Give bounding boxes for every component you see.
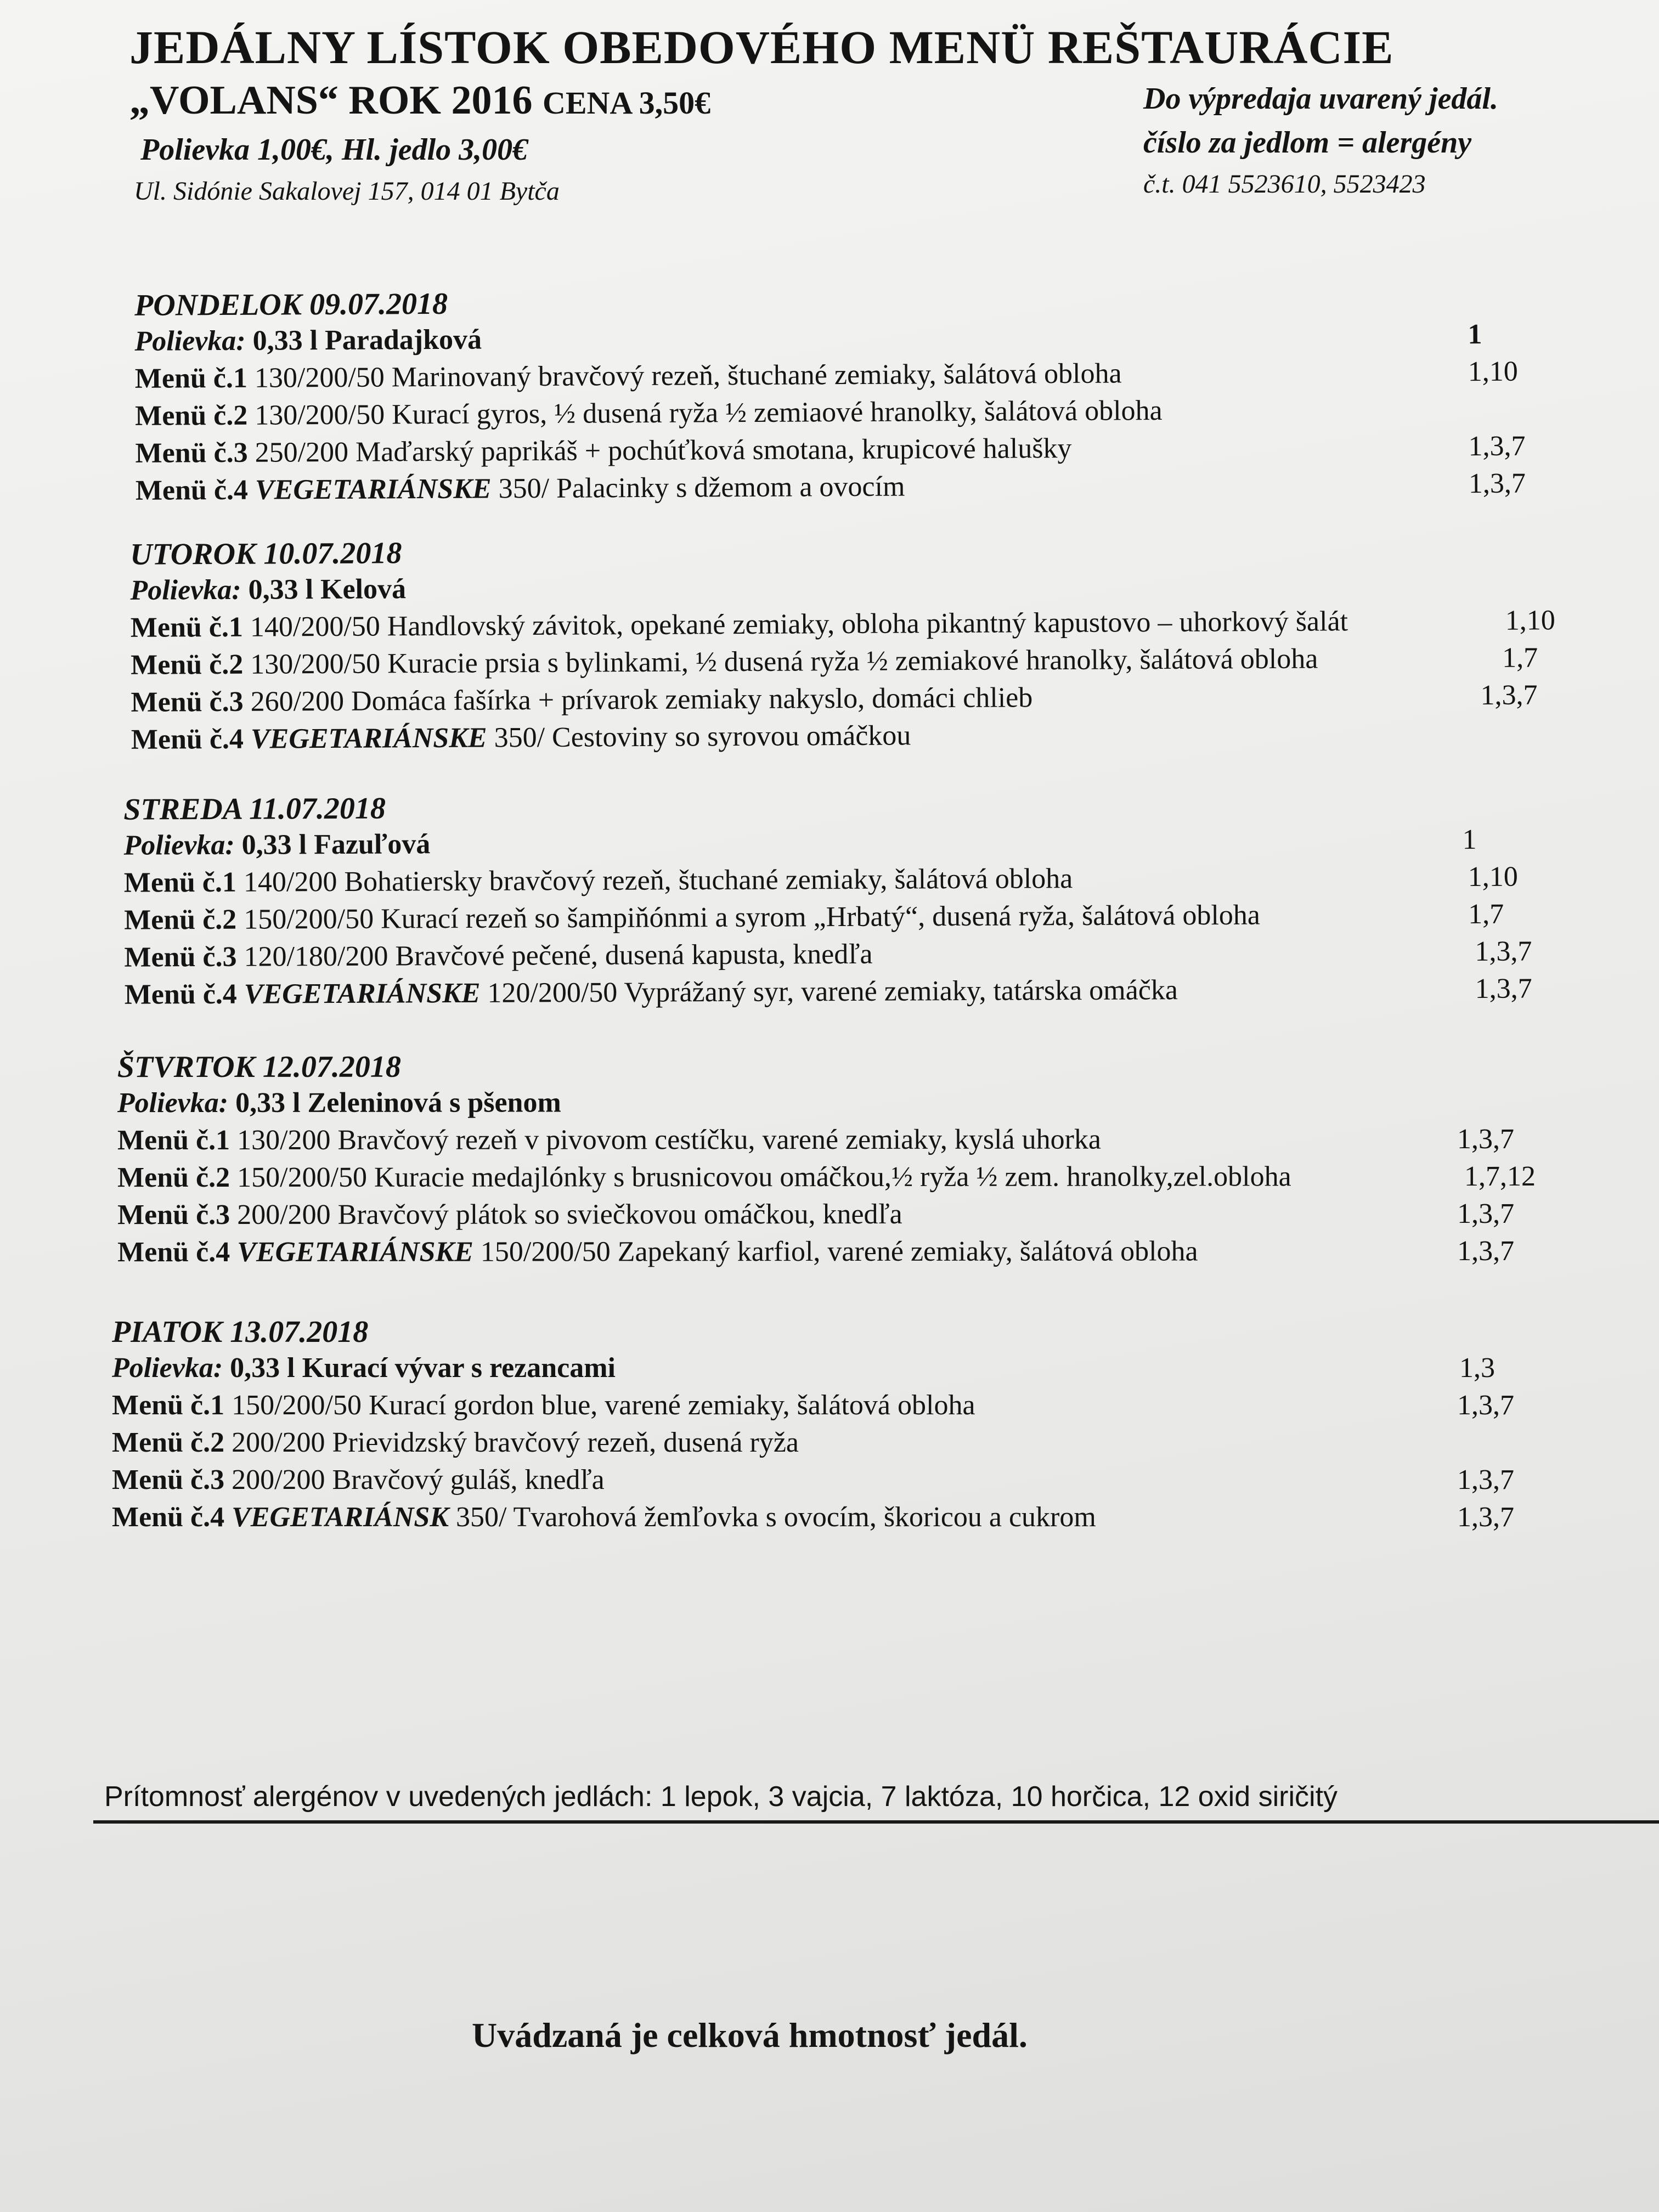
menu-item-label: Menü č.2 xyxy=(112,1427,225,1458)
menu-item-text: 130/200 Bravčový rezeň v pivovom cestíčku, varené zemiaky, kyslá uhorka xyxy=(237,1124,1101,1156)
vegetarian-label: VEGETARIÁNSKE xyxy=(244,977,481,1010)
day-title: UTOROK 10.07.2018 xyxy=(129,536,402,572)
menu-item-text: 350/ Tvarohová žemľovka s ovocím, škoricou a cukrom xyxy=(456,1502,1096,1533)
soup-name: 0,33 l Paradajková xyxy=(252,324,482,357)
menu-item-text: 140/200 Bohatiersky bravčový rezeň, štuchané zemiaky, šalátová obloha xyxy=(243,863,1073,898)
menu-item-allergens: 1,3,7 xyxy=(1457,1464,1514,1496)
day-section xyxy=(134,280,1573,510)
menu-item-text: 130/200/50 Marinovaný bravčový rezeň, štuchané zemiaky, šalátová obloha xyxy=(254,358,1122,394)
allergen-legend: Prítomnosť alergénov v uvedených jedlách: 1 lepok, 3 vajcia, 7 laktóza, 10 horčica, 12 oxid siričitý xyxy=(104,1781,1338,1813)
menu-item-label: Menü č.4 xyxy=(117,1236,230,1268)
menu-item-label: Menü č.3 xyxy=(124,941,237,973)
menu-item-allergens: 1,3,7 xyxy=(1457,1502,1514,1533)
menu-item-label: Menü č.4 xyxy=(112,1502,225,1533)
menu-item-text: 200/200 Bravčový plátok so sviečkovou omáčkou, knedľa xyxy=(237,1198,902,1231)
menu-item-text: 200/200 Bravčový guláš, knedľa xyxy=(232,1464,605,1496)
soup-label: Polievka: xyxy=(112,1352,223,1384)
menu-item-allergens: 1,3,7 xyxy=(1468,430,1526,462)
menu-item-allergens: 1,3,7 xyxy=(1475,935,1532,967)
day-title: PONDELOK 09.07.2018 xyxy=(134,286,448,323)
menu-item xyxy=(112,1387,1549,1424)
menu-item xyxy=(117,1233,1555,1271)
menu-item-label: Menü č.4 xyxy=(135,474,249,506)
day-section xyxy=(112,1314,1549,1536)
menu-item-label: Menü č.2 xyxy=(131,648,244,681)
menu-item-text: 150/200/50 Zapekaný karfiol, varené zemiaky, šalátová obloha xyxy=(480,1235,1198,1268)
weight-note: Uvádzaná je celková hmotnosť jedál. xyxy=(472,2016,1028,2055)
day-title: ŠTVRTOK 12.07.2018 xyxy=(117,1049,401,1085)
vegetarian-label: VEGETARIÁNSKE xyxy=(255,473,492,506)
soup-name: 0,33 l Fazuľová xyxy=(241,828,431,861)
menu-item-label: Menü č.1 xyxy=(117,1124,230,1156)
day-section xyxy=(130,529,1568,759)
menu-item-allergens: 1,10 xyxy=(1468,356,1518,388)
vegetarian-label: VEGETARIÁNSK xyxy=(232,1502,449,1533)
menu-item-text: 150/200/50 Kurací gordon blue, varené zemiaky, šalátová obloha xyxy=(232,1390,975,1421)
allergen-legend-note: číslo za jedlom = alergény xyxy=(1143,126,1472,160)
menu-item-text: 350/ Palacinky s džemom a ovocím xyxy=(498,471,905,505)
menu-item xyxy=(112,1499,1549,1536)
phone-number: č.t. 041 5523610, 5523423 xyxy=(1143,170,1426,199)
menu-item xyxy=(117,1158,1555,1197)
menu-item-text: 120/200/50 Vyprážaný syr, varené zemiaky, tatárska omáčka xyxy=(487,974,1178,1009)
soup-name: 0,33 l Kurací vývar s rezancami xyxy=(230,1352,616,1384)
menu-item xyxy=(136,465,1573,510)
menu-item-label: Menü č.1 xyxy=(112,1390,225,1421)
menu-item-label: Menü č.1 xyxy=(134,362,248,394)
menu-item-text: 350/ Cestoviny so syrovou omáčkou xyxy=(494,720,911,754)
menu-item-label: Menü č.3 xyxy=(112,1464,225,1496)
menu-item xyxy=(117,1195,1555,1234)
menu-item-label: Menü č.1 xyxy=(123,866,237,899)
soup-label: Polievka: xyxy=(117,1087,229,1119)
menu-item-text: 130/200/50 Kurací gyros, ½ dusená ryža ½ zemiaové hranolky, šalátová obloha xyxy=(255,395,1163,431)
menu-item-label: Menü č.3 xyxy=(131,686,244,718)
menu-item-label: Menü č.2 xyxy=(124,904,237,936)
menu-item-allergens: 1,7 xyxy=(1502,642,1538,674)
menu-item-allergens: 1,10 xyxy=(1505,605,1555,636)
menu-item-allergens: 1,3,7 xyxy=(1457,1123,1514,1155)
menu-item-allergens: 1,7 xyxy=(1468,898,1504,930)
divider xyxy=(93,1820,1659,1824)
day-title: PIATOK 13.07.2018 xyxy=(112,1315,369,1349)
soup-allergens: 1,3 xyxy=(1459,1352,1495,1384)
soup-name: 0,33 l Zeleninová s pšenom xyxy=(235,1087,561,1119)
header-notes xyxy=(1143,77,1626,204)
menu-item-allergens: 1,3,7 xyxy=(1457,1198,1515,1230)
menu-item-text: 260/200 Domáca fašírka + prívarok zemiaky nakyslo, domáci chlieb xyxy=(250,682,1033,718)
menu-price: CENA 3,50€ xyxy=(542,85,711,121)
menu-item xyxy=(112,1462,1549,1499)
menu-item-label: Menü č.4 xyxy=(124,978,237,1011)
menu-item-allergens: 1,3,7 xyxy=(1475,973,1532,1005)
menu-title: JEDÁLNY LÍSTOK OBEDOVÉHO MENÜ REŠTAURÁCIE xyxy=(129,21,1394,74)
menu-item-text: 140/200/50 Handlovský závitok, opekané zemiaky, obloha pikantný kapustovo – uhorkový šalát xyxy=(250,606,1348,643)
menu-item-allergens: 1,10 xyxy=(1468,861,1518,893)
menu-item xyxy=(131,714,1568,759)
vegetarian-label: VEGETARIÁNSKE xyxy=(250,722,487,755)
day-section xyxy=(117,1048,1555,1271)
vegetarian-label: VEGETARIÁNSKE xyxy=(237,1236,473,1268)
day-title: STREDA 11.07.2018 xyxy=(123,791,386,827)
menu-item-allergens: 1,3,7 xyxy=(1480,679,1538,711)
menu-item-text: 130/200/50 Kuracie prsia s bylinkami, ½ dusená ryža ½ zemiakové hranolky, šalátová obloha xyxy=(250,643,1318,680)
soup-row xyxy=(123,821,1561,864)
soup-label: Polievka: xyxy=(134,325,246,357)
menu-item-allergens: 1,7,12 xyxy=(1464,1160,1536,1193)
menu-item-allergens: 1,3,7 xyxy=(1457,1235,1515,1267)
menu-item xyxy=(124,895,1561,939)
menu-item-label: Menü č.3 xyxy=(117,1199,230,1231)
address: Ul. Sidónie Sakalovej 157, 014 01 Bytča xyxy=(134,177,560,206)
menu-item-allergens: 1,3,7 xyxy=(1457,1390,1514,1421)
menu-item-text: 250/200 Maďarský paprikáš + pochúťková smotana, krupicové halušky xyxy=(255,432,1072,469)
menu-item xyxy=(124,858,1561,901)
soup-row xyxy=(112,1350,1549,1387)
menu-item-text: 150/200/50 Kurací rezeň so šampiňónmi a syrom „Hrbatý“, dusená ryža, šalátová obloha xyxy=(244,899,1261,935)
day-section xyxy=(123,786,1562,1013)
soup-label: Polievka: xyxy=(130,574,241,606)
menu-item-label: Menü č.2 xyxy=(135,399,248,432)
price-breakdown: Polievka 1,00€, Hl. jedlo 3,00€ xyxy=(140,133,528,167)
menu-item xyxy=(117,1121,1555,1159)
menu-item xyxy=(125,970,1562,1013)
menu-item-label: Menü č.3 xyxy=(135,437,248,469)
soup-name: 0,33 l Kelová xyxy=(248,573,407,606)
restaurant-name: „VOLANS“ ROK 2016 xyxy=(129,78,533,123)
menu-item xyxy=(124,933,1561,976)
menu-item-text: 120/180/200 Bravčové pečené, dusená kapusta, knedľa xyxy=(244,938,873,973)
menu-item-label: Menü č.4 xyxy=(131,723,244,755)
menu-item-allergens: 1,3,7 xyxy=(1468,467,1526,500)
menu-item-label: Menü č.1 xyxy=(130,611,244,644)
soup-allergens: 1 xyxy=(1468,319,1482,351)
menu-item-label: Menü č.2 xyxy=(117,1161,230,1194)
soup-row xyxy=(117,1084,1555,1122)
sold-out-note: Do výpredaja uvarený jedál. xyxy=(1143,82,1498,116)
soup-allergens: 1 xyxy=(1462,823,1477,856)
menu-item xyxy=(112,1424,1549,1462)
menu-item-text: 200/200 Prievidzský bravčový rezeň, dusená ryža xyxy=(232,1427,799,1458)
soup-label: Polievka: xyxy=(123,829,235,861)
menu-item-text: 150/200/50 Kuracie medajlónky s brusnicovou omáčkou,½ ryža ½ zem. hranolky,zel.obloha xyxy=(237,1161,1291,1193)
